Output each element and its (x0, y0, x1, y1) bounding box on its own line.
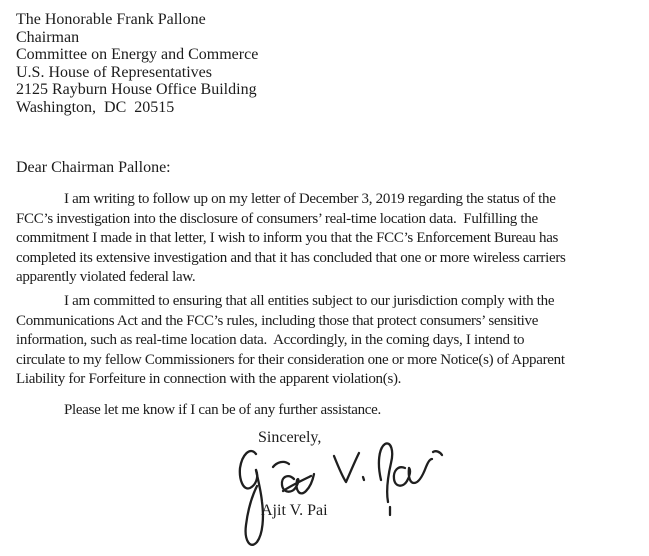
paragraph-line: I am committed to ensuring that all entities subject to our jurisdiction comply with the (64, 293, 555, 309)
recipient-institution: U.S. House of Representatives (16, 63, 212, 81)
paragraph-1 (16, 190, 566, 288)
salutation: Dear Chairman Pallone: (16, 159, 171, 176)
recipient-city: Washington, DC 20515 (16, 98, 175, 116)
paragraph-line: apparently violated federal law. (16, 269, 196, 286)
recipient-address-block (16, 11, 258, 116)
paragraph-line: commitment I made in that letter, I wish to inform you that the FCC’s Enforcement Bureau has (16, 230, 559, 247)
signer-typed-name: Ajit V. Pai (261, 502, 328, 519)
paragraph-line: Liability for Forfeiture in connection with the apparent violation(s). (16, 371, 402, 388)
closing-sincerely: Sincerely, (258, 429, 322, 446)
paragraph-line: FCC’s investigation into the disclosure of consumers’ real-time location data. Fulfilling the (16, 210, 538, 227)
paragraph-line: completed its extensive investigation and that it has concluded that one or more wireless carriers (16, 249, 566, 266)
paragraph-line: Please let me know if I can be of any further assistance. (64, 402, 381, 418)
recipient-title: Chairman (16, 28, 80, 46)
paragraph-line: I am writing to follow up on my letter of December 3, 2019 regarding the status of the (64, 191, 556, 207)
paragraph-line: information, such as real-time location data. Accordingly, in the coming days, I intend to (16, 332, 525, 349)
paragraph-2 (16, 292, 565, 390)
recipient-name: The Honorable Frank Pallone (16, 11, 206, 28)
paragraph-line: circulate to my fellow Commissioners for their consideration one or more Notice(s) of Apparent (16, 351, 565, 368)
recipient-committee: Committee on Energy and Commerce (16, 46, 259, 63)
recipient-street: 2125 Rayburn House Office Building (16, 81, 257, 98)
paragraph-line: Communications Act and the FCC’s rules, including those that protect consumers’ sensitive (16, 312, 539, 329)
paragraph-3 (16, 401, 381, 421)
